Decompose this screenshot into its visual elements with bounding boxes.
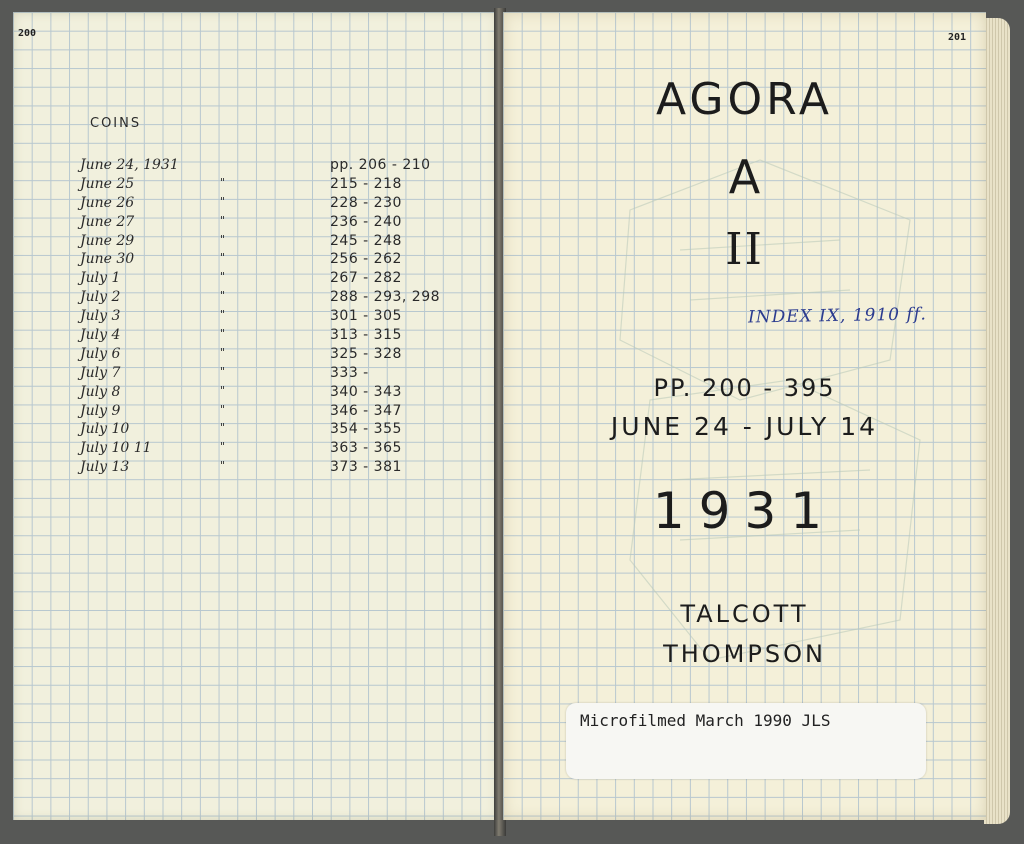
entry-ditto-mark: " — [220, 345, 226, 359]
entry-ditto-mark: " — [220, 251, 226, 265]
coin-entries-list — [80, 157, 480, 478]
entry-date: July 6 — [80, 345, 121, 362]
entry-ditto-mark: " — [220, 383, 226, 397]
index-note: INDEX IX, 1910 ff. — [747, 304, 927, 328]
entry-ditto-mark: " — [220, 421, 226, 435]
entry-pages: 313 - 315 — [330, 327, 402, 344]
microfilm-label-text: Microfilmed March 1990 JLS — [580, 711, 831, 730]
entry-ditto-mark: " — [220, 175, 226, 189]
entry-ditto-mark: " — [220, 194, 226, 208]
entry-pages: 228 - 230 — [330, 194, 402, 211]
entry-ditto-mark: " — [220, 440, 226, 454]
entry-pages: 333 - — [330, 364, 369, 381]
entry-date: June 29 — [80, 232, 135, 249]
coin-entry-row — [80, 289, 480, 308]
entry-date: July 3 — [80, 308, 121, 325]
entry-pages: 325 - 328 — [330, 345, 402, 362]
entry-pages: 267 - 282 — [330, 270, 402, 287]
entry-date: July 8 — [80, 383, 121, 400]
entry-ditto-mark: " — [220, 459, 226, 473]
author-last-name: THOMPSON — [663, 640, 826, 668]
coin-entry-row — [80, 251, 480, 270]
coin-entry-row — [80, 195, 480, 214]
date-range: JUNE 24 - JULY 14 — [610, 412, 879, 441]
entry-ditto-mark: " — [220, 402, 226, 416]
entry-date: July 13 — [80, 459, 130, 476]
coin-entry-row — [80, 346, 480, 365]
entry-pages: 346 - 347 — [330, 402, 402, 419]
volume-numeral: II — [725, 224, 764, 275]
entry-ditto-mark: " — [220, 270, 226, 284]
entry-date: June 26 — [80, 194, 135, 211]
year: 1931 — [652, 482, 837, 540]
author-first-name: TALCOTT — [680, 600, 809, 628]
entry-pages: 340 - 343 — [330, 383, 402, 400]
coin-entry-row — [80, 421, 480, 440]
entry-pages: 373 - 381 — [330, 459, 402, 476]
coin-entry-row — [80, 403, 480, 422]
entry-date: June 30 — [80, 251, 135, 268]
entry-ditto-mark: " — [220, 308, 226, 322]
coin-entry-row — [80, 176, 480, 195]
microfilm-label — [566, 703, 926, 779]
coin-entry-row — [80, 233, 480, 252]
entry-ditto-mark: " — [220, 364, 226, 378]
entry-date: June 27 — [80, 213, 135, 230]
entry-pages: 236 - 240 — [330, 213, 402, 230]
coin-entry-row — [80, 459, 480, 478]
coin-entry-row — [80, 270, 480, 289]
entry-pages: 215 - 218 — [330, 175, 402, 192]
entry-date: June 24, 1931 — [80, 157, 179, 173]
entry-date: July 10 — [80, 421, 130, 438]
entry-date: July 2 — [80, 289, 121, 306]
entry-ditto-mark: " — [220, 327, 226, 341]
section-letter: A — [728, 150, 761, 204]
coin-entry-row — [80, 214, 480, 233]
coin-entry-row — [80, 384, 480, 403]
entry-date: June 25 — [80, 175, 135, 192]
title-agora: AGORA — [656, 74, 833, 125]
coin-entry-row — [80, 157, 480, 176]
pages-range: PP. 200 - 395 — [653, 374, 836, 402]
coin-entry-row — [80, 440, 480, 459]
entry-ditto-mark: " — [220, 213, 226, 227]
coin-entry-row — [80, 327, 480, 346]
entry-pages: 363 - 365 — [330, 440, 402, 457]
entry-pages: 256 - 262 — [330, 251, 402, 268]
coin-entry-row — [80, 308, 480, 327]
entry-ditto-mark: " — [220, 289, 226, 303]
coin-entry-row — [80, 365, 480, 384]
entry-date: July 4 — [80, 327, 121, 344]
entry-date: July 7 — [80, 364, 121, 381]
left-page-number: 200 — [18, 28, 37, 39]
entry-date: July 10 11 — [80, 440, 152, 457]
entry-pages: 301 - 305 — [330, 308, 402, 325]
entry-ditto-mark: " — [220, 232, 226, 246]
page-edges — [984, 18, 1010, 824]
entry-date: July 9 — [80, 402, 121, 419]
entry-date: July 1 — [80, 270, 121, 287]
right-page-number: 201 — [948, 32, 967, 43]
entry-pages: 245 - 248 — [330, 232, 402, 249]
entry-pages: 288 - 293, 298 — [330, 289, 441, 306]
entry-pages: pp. 206 - 210 — [330, 157, 431, 173]
coins-heading: COINS — [90, 116, 142, 131]
entry-pages: 354 - 355 — [330, 421, 402, 438]
